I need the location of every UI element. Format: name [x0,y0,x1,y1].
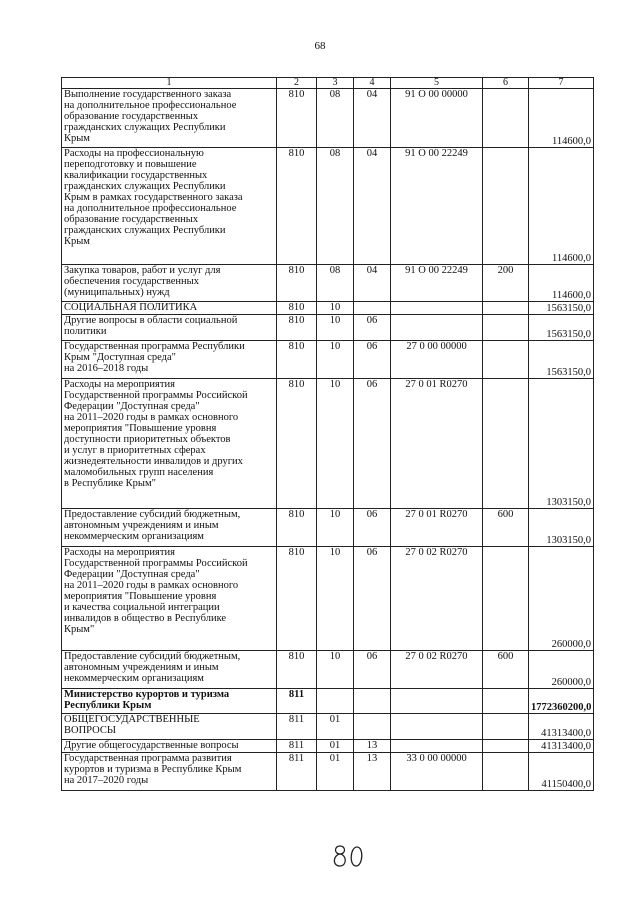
cell-ministry-code: 811 [277,689,317,714]
table-row [62,740,594,753]
cell-subsection [354,302,391,315]
cell-expense-type: 600 [483,651,529,689]
cell-amount: 41313400,0 [529,740,594,753]
cell-expense-type [483,148,529,265]
table-row [62,547,594,651]
cell-amount: 114600,0 [529,265,594,302]
table-row [62,315,594,341]
cell-subsection: 06 [354,651,391,689]
cell-amount: 114600,0 [529,148,594,265]
cell-subsection: 06 [354,315,391,341]
cell-target-article [391,714,483,740]
row-description: Государственная программа развития курортов и туризма в Республике Крым на 2017–2020 годы [62,753,277,791]
cell-ministry-code: 811 [277,740,317,753]
cell-amount: 1303150,0 [529,509,594,547]
row-description: ОБЩЕГОСУДАРСТВЕННЫЕ ВОПРОСЫ [62,714,277,740]
table-row [62,753,594,791]
cell-expense-type [483,740,529,753]
cell-target-article: 27 0 02 R0270 [391,651,483,689]
row-description: Закупка товаров, работ и услуг для обеспечения государственных (муниципальных) нужд [62,265,277,302]
table-row [62,379,594,509]
cell-section: 10 [317,547,354,651]
row-description: Предоставление субсидий бюджетным, автономным учреждениям и иным некоммерческим организациям [62,509,277,547]
row-description: Предоставление субсидий бюджетным, автономным учреждениям и иным некоммерческим организациям [62,651,277,689]
header-cell: 6 [483,78,529,89]
header-cell: 5 [391,78,483,89]
cell-subsection [354,689,391,714]
cell-section: 08 [317,89,354,148]
header-cell: 1 [62,78,277,89]
cell-amount: 41313400,0 [529,714,594,740]
cell-subsection: 04 [354,148,391,265]
cell-target-article: 91 О 00 22249 [391,148,483,265]
cell-target-article [391,302,483,315]
cell-expense-type [483,689,529,714]
cell-target-article [391,689,483,714]
handwritten-page-mark [330,838,370,870]
row-description: СОЦИАЛЬНАЯ ПОЛИТИКА [62,302,277,315]
cell-section: 10 [317,341,354,379]
cell-subsection: 06 [354,547,391,651]
cell-target-article: 33 0 00 00000 [391,753,483,791]
cell-ministry-code: 810 [277,651,317,689]
cell-subsection: 04 [354,265,391,302]
cell-subsection: 06 [354,341,391,379]
header-row [62,78,594,89]
cell-subsection [354,714,391,740]
cell-ministry-code: 811 [277,753,317,791]
table-row [62,509,594,547]
cell-ministry-code: 810 [277,341,317,379]
cell-subsection: 13 [354,740,391,753]
header-cell: 2 [277,78,317,89]
cell-expense-type [483,547,529,651]
cell-target-article: 27 0 01 R0270 [391,379,483,509]
cell-ministry-code: 810 [277,509,317,547]
cell-ministry-code: 810 [277,379,317,509]
cell-amount: 114600,0 [529,89,594,148]
cell-amount: 1563150,0 [529,315,594,341]
cell-expense-type [483,753,529,791]
cell-amount: 1303150,0 [529,379,594,509]
cell-subsection: 04 [354,89,391,148]
cell-target-article [391,315,483,341]
cell-amount: 260000,0 [529,651,594,689]
row-description: Расходы на профессиональную переподготовку и повышение квалификации государственных гражданских служащих Республики Крым в рамках государственного заказа на дополнительное профессиональное образование государственных гражданских служащих Республики Крым [62,148,277,265]
cell-section: 10 [317,379,354,509]
cell-expense-type [483,379,529,509]
cell-expense-type [483,341,529,379]
cell-section: 08 [317,148,354,265]
row-description: Другие вопросы в области социальной политики [62,315,277,341]
table-row [62,265,594,302]
cell-amount: 1563150,0 [529,341,594,379]
cell-section: 08 [317,265,354,302]
cell-section: 10 [317,315,354,341]
row-description: Государственная программа Республики Крым "Доступная среда" на 2016–2018 годы [62,341,277,379]
table-row [62,714,594,740]
cell-target-article [391,740,483,753]
row-description: Выполнение государственного заказа на дополнительное профессиональное образование государственных гражданских служащих Республики Крым [62,89,277,148]
cell-expense-type [483,714,529,740]
cell-expense-type [483,302,529,315]
cell-ministry-code: 811 [277,714,317,740]
table-row [62,148,594,265]
cell-section: 10 [317,302,354,315]
cell-section: 01 [317,753,354,791]
cell-amount: 260000,0 [529,547,594,651]
cell-subsection: 06 [354,509,391,547]
table-row [62,651,594,689]
cell-target-article: 27 0 00 00000 [391,341,483,379]
cell-section: 01 [317,714,354,740]
cell-ministry-code: 810 [277,302,317,315]
cell-subsection: 13 [354,753,391,791]
cell-ministry-code: 810 [277,148,317,265]
cell-ministry-code: 810 [277,265,317,302]
table-row [62,89,594,148]
row-description: Расходы на мероприятия Государственной программы Российской Федерации "Доступная среда" на 2011–2020 годы в рамках основного мероприятия "Повышение уровня доступности приоритетных объектов и услуг в приоритетных сферах жизнедеятельности инвалидов и других маломобильных групп населения в Республике Крым" [62,379,277,509]
table-row [62,689,594,714]
header-cell: 4 [354,78,391,89]
cell-section: 10 [317,509,354,547]
cell-section [317,689,354,714]
cell-target-article: 91 О 00 00000 [391,89,483,148]
cell-ministry-code: 810 [277,547,317,651]
page-number: 68 [314,40,326,52]
cell-section: 01 [317,740,354,753]
row-description: Министерство курортов и туризма Республики Крым [62,689,277,714]
cell-expense-type: 600 [483,509,529,547]
cell-amount: 1563150,0 [529,302,594,315]
cell-expense-type: 200 [483,265,529,302]
header-cell: 3 [317,78,354,89]
budget-table [61,77,594,791]
row-description: Другие общегосударственные вопросы [62,740,277,753]
cell-target-article: 27 0 02 R0270 [391,547,483,651]
cell-ministry-code: 810 [277,315,317,341]
cell-subsection: 06 [354,379,391,509]
row-description: Расходы на мероприятия Государственной программы Российской Федерации "Доступная среда" на 2011–2020 годы в рамках основного мероприятия "Повышение уровня и качества социальной интеграции инвалидов в общество в Республике Крым" [62,547,277,651]
table-row [62,302,594,315]
cell-ministry-code: 810 [277,89,317,148]
cell-expense-type [483,89,529,148]
cell-target-article: 27 0 01 R0270 [391,509,483,547]
table-row [62,341,594,379]
cell-amount: 1772360200,0 [529,689,594,714]
cell-section: 10 [317,651,354,689]
header-cell: 7 [529,78,594,89]
cell-amount: 41150400,0 [529,753,594,791]
table-body [62,78,594,791]
cell-expense-type [483,315,529,341]
cell-target-article: 91 О 00 22249 [391,265,483,302]
